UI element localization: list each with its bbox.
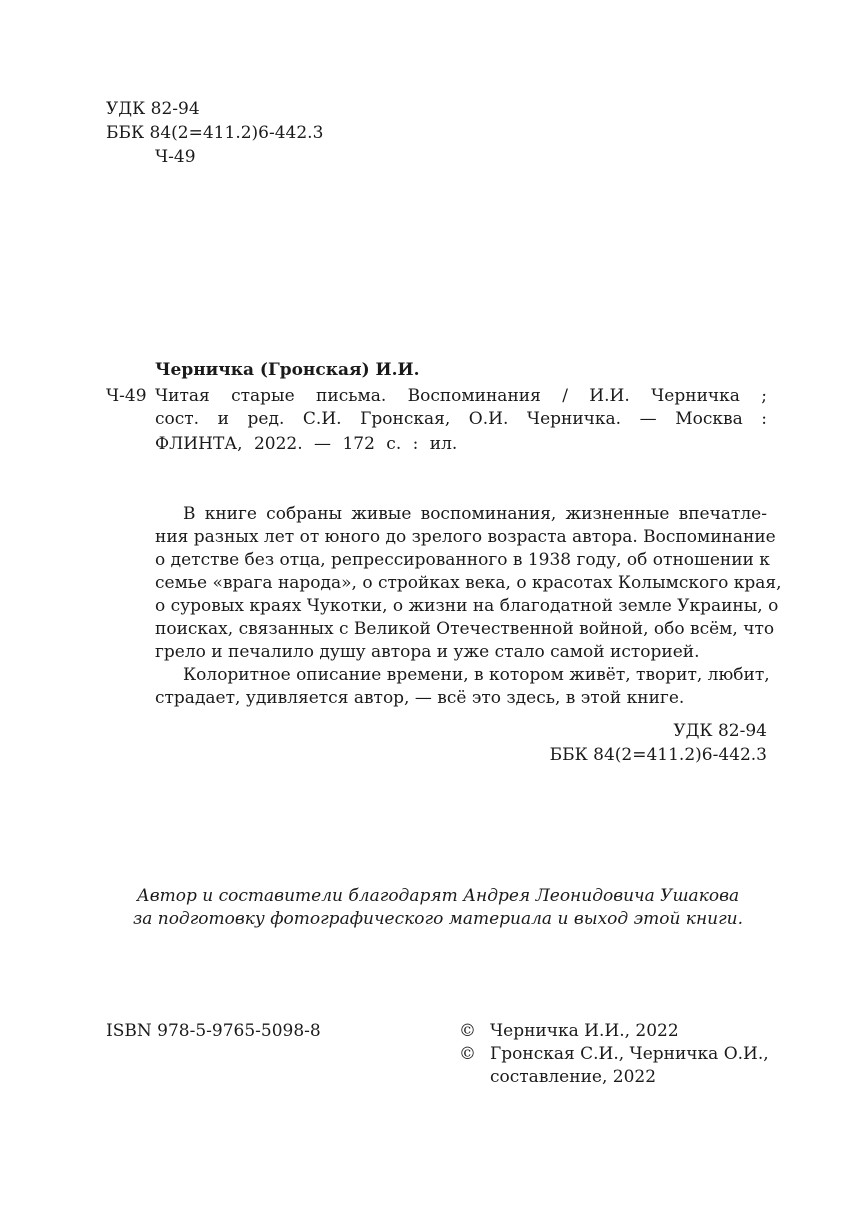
annotation-line: о суровых краях Чукотки, о жизни на благодатной земле Украины, о	[155, 596, 779, 616]
annotation-line: о детстве без отца, репрессированного в 1938 году, об отношении к	[155, 550, 770, 570]
acknowledgement-line: Автор и составители благодарят Андрея Леонидовича Ушакова	[136, 886, 740, 906]
record-line: сост. и ред. С.И. Гронская, О.И. Черничка. — Москва :	[155, 409, 767, 429]
udk-code-right: УДК 82-94	[673, 721, 767, 741]
annotation-line: страдает, удивляется автор, — всё это здесь, в этой книге.	[155, 688, 685, 708]
copyright-compilers: Гронская С.И., Черничка О.И.,	[490, 1044, 769, 1064]
annotation-line: Колоритное описание времени, в котором живёт, творит, любит,	[183, 665, 770, 685]
copyright-icon: ©	[459, 1044, 476, 1064]
acknowledgement-line: за подготовку фотографического материала и выход этой книги.	[132, 909, 744, 929]
record-line: ФЛИНТА, 2022. — 172 с. : ил.	[155, 434, 458, 454]
record-author: Черничка (Гронская) И.И.	[155, 360, 420, 380]
record-author-mark: Ч-49	[106, 386, 147, 406]
annotation-line: В книге собраны живые воспоминания, жизненные впечатле-	[183, 504, 767, 524]
author-mark: Ч-49	[155, 147, 196, 167]
annotation-line: ния разных лет от юного до зрелого возраста автора. Воспоминание	[155, 527, 776, 547]
record-line: Читая старые письма. Воспоминания / И.И. Черничка ;	[155, 386, 767, 406]
annotation-line: семье «врага народа», о стройках века, о красотах Колымского края,	[155, 573, 782, 593]
copyright-compilers-note: составление, 2022	[490, 1067, 657, 1087]
annotation-line: поисках, связанных с Великой Отечественной войной, обо всём, что	[155, 619, 775, 639]
bbk-code-right: ББК 84(2=411.2)6-442.3	[549, 745, 767, 765]
isbn: ISBN 978-5-9765-5098-8	[106, 1021, 321, 1041]
bbk-code: ББК 84(2=411.2)6-442.3	[106, 123, 324, 143]
udk-code: УДК 82-94	[106, 99, 200, 119]
annotation-line: грело и печалило душу автора и уже стало самой историей.	[155, 642, 700, 662]
copyright-author: Черничка И.И., 2022	[490, 1021, 679, 1041]
copyright-icon: ©	[459, 1021, 476, 1041]
